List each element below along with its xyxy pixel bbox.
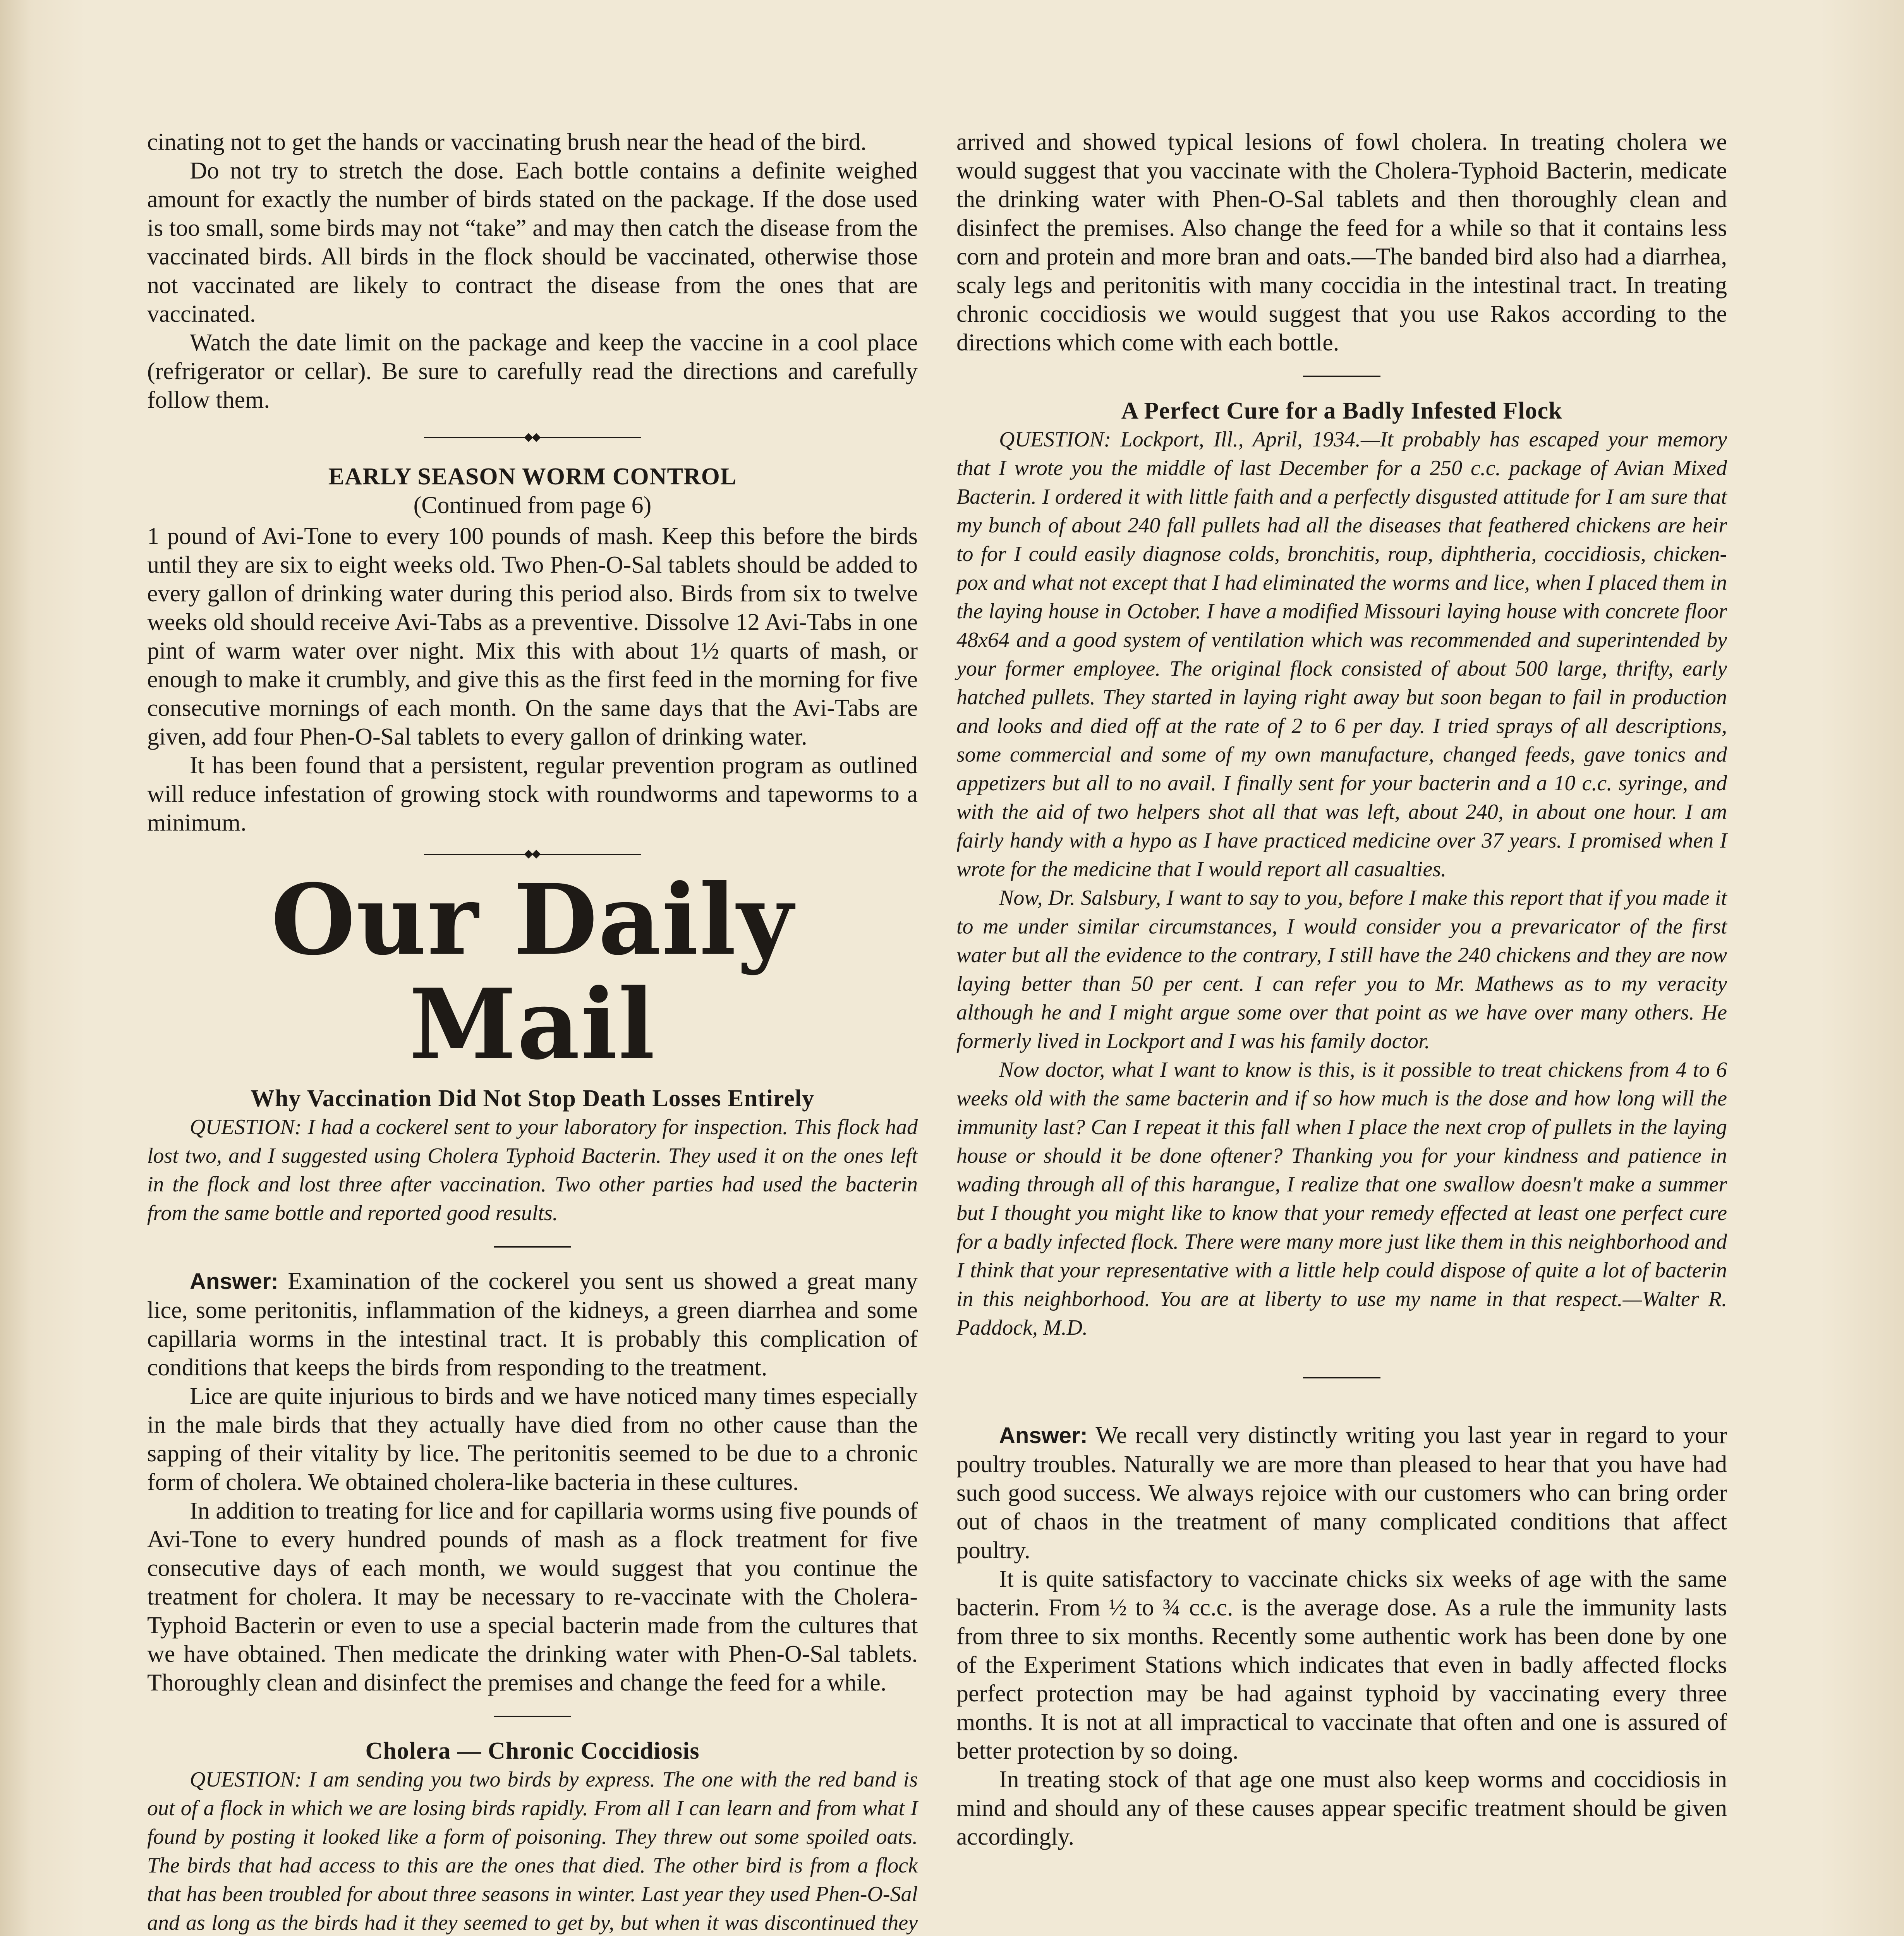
left-column [147, 128, 918, 1936]
right-column [956, 128, 1727, 1851]
short-rule [1303, 1377, 1380, 1378]
answer-label: Answer: [999, 1423, 1088, 1448]
cure-answer-paragraph-2: It is quite satisfactory to vaccinate chicks six weeks of age with the same bacterin. From ½ to ¾ cc.c. is the average dose. As a rule the immunity lasts from three to six months. Recently some authentic work has been done by one of the Experiment Stations which indicates that even in badly affected flocks perfect protection may be had against typhoid by vaccinating every three months. It is not at all impractical to vaccinate that often and one is assured of better protection by so doing. [956, 1566, 1727, 1764]
worm-control-paragraph-1: 1 pound of Avi-Tone to every 100 pounds of mash. Keep this before the birds until they are six to eight weeks old. Two Phen-O-Sal tablets should be added to every gallon of drinking water during this period also. Birds from six to twelve weeks old should receive Avi-Tabs as a preventive. Dissolve 12 Avi-Tabs in one pint of warm water over night. Mix this with about 1½ quarts of mash, or enough to make it crumbly, and give this as the first feed in the morning for five consecutive mornings of each month. On the same days that the Avi-Tabs are given, add four Phen-O-Sal tablets to every gallon of drinking water. [147, 523, 918, 750]
section-divider-ornament [424, 853, 641, 856]
worm-control-title: EARLY SEASON WORM CONTROL [328, 463, 737, 490]
cholera-article-title: Cholera — Chronic Coccidiosis [365, 1738, 700, 1764]
vaccination-article-title: Why Vaccination Did Not Stop Death Losses Entirely [250, 1085, 815, 1112]
intro-paragraph-1: cinating not to get the hands or vaccinating brush near the head of the bird. [147, 129, 867, 155]
cure-question-paragraph-2: Now, Dr. Salsbury, I want to say to you, before I make this report that if you made it to me under similar circumstances, I would consider you a prevaricator of the first water but all the evidence to the contrary, I still have the 240 chickens and they are now laying better than 50 per cent. I can refer you to Mr. Mathews as to my veracity although he and I might argue some over that point as we have over many others. He formerly lived in Lockport and I was his family doctor. [956, 886, 1727, 1053]
cholera-question: QUESTION: I am sending you two birds by express. The one with the red band is out of a flock in which we are losing birds rapidly. From all I can learn and from what I found by posting it looked like a form of poisoning. They threw out some spoiled oats. The birds that had access to this are the ones that died. The other bird is from a flock that has been troubled for about three seasons in winter. Last year they used Phen-O-Sal and as long as the birds had it they seemed to get by, but when it was discontinued they [147, 1768, 918, 1935]
masthead-our-daily-mail: Our Daily Mail [271, 863, 794, 1081]
vaccination-answer-paragraph-2: Lice are quite injurious to birds and we have noticed many times especially in the male birds that they actually have died from no other cause than the sapping of their vitality by lice. The peritonitis seemed to be due to a chronic form of cholera. We obtained cholera-like bacteria in these cultures. [147, 1383, 918, 1495]
cholera-answer-continued: arrived and showed typical lesions of fowl cholera. In treating cholera we would suggest that you vaccinate with the Cholera-Typhoid Bacterin, medicate the drinking water with Phen-O-Sal tablets and then thoroughly clean and disinfect the premises. Also change the feed for a while so that it contains less corn and protein and more bran and oats.—The banded bird also had a diarrhea, scaly legs and peritonitis with many coccidia in the intestinal tract. In treating chronic coccidiosis we would suggest that you use Rakos according to the directions which come with each bottle. [956, 129, 1727, 356]
vaccination-answer-paragraph-3: In addition to treating for lice and for capillaria worms using five pounds of Avi-Tone to every hundred pounds of mash as a flock treatment for five consecutive days of each month, we would suggest that you continue the treatment for cholera. It may be necessary to re-vaccinate with the Cholera-Typhoid Bacterin or even to use a special bacterin made from the cultures that we have obtained. Then medicate the drinking water with Phen-O-Sal tablets. Thoroughly clean and disinfect the premises and change the feed for a while. [147, 1498, 918, 1696]
vaccination-question: QUESTION: I had a cockerel sent to your laboratory for inspection. This flock had lost two, and I suggested using Cholera Typhoid Bacterin. They used it on the ones left in the flock and lost three after vaccination. Two other parties had used the bacterin from the same bottle and reported good results. [147, 1115, 918, 1225]
worm-control-paragraph-2: It has been found that a persistent, regular prevention program as outlined will reduce infestation of growing stock with roundworms and tapeworms to a minimum. [147, 752, 918, 836]
intro-paragraph-2: Do not try to stretch the dose. Each bottle contains a definite weighed amount for exactly the number of birds stated on the package. If the dose used is too small, some birds may not “take” and may then catch the disease from the vaccinated birds. All birds in the flock should be vaccinated, otherwise those not vaccinated are likely to contract the disease from the ones that are vaccinated. [147, 158, 918, 327]
cure-answer-paragraph-1: Answer: We recall very distinctly writing you last year in regard to your poultry troubles. Naturally we are more than pleased to hear that you have had such good success. We always rejoice with our customers who can bring order out of chaos in the treatment of many complicated conditions that affect poultry. [956, 1422, 1727, 1564]
vaccination-answer-paragraph-1: Answer: Examination of the cockerel you sent us showed a great many lice, some peritonitis, inflammation of the kidneys, a green diarrhea and some capillaria worms in the intestinal tract. It is probably this complication of conditions that keeps the birds from responding to the treatment. [147, 1268, 918, 1381]
section-divider-ornament [424, 436, 641, 439]
cure-question-paragraph-3: Now doctor, what I want to know is this, is it possible to treat chickens from 4 to 6 weeks old with the same bacterin and if so how much is the dose and how long will the immunity last? Can I repeat it this fall when I place the next crop of pullets in the laying house or should it be done oftener? Thanking you for your kindness and patience in wading through all of this harangue, I realize that one swallow doesn't make a summer but I thought you might like to know that your remedy effected at least one perfect cure for a badly infected flock. There were many more just like them in this neighborhood and I think that your representative with a little help could dispose of quite a lot of bacterin in this neighborhood. You are at liberty to use my name in that respect.—Walter R. Paddock, M.D. [956, 1058, 1727, 1340]
cure-question-paragraph-1: QUESTION: Lockport, Ill., April, 1934.—It probably has escaped your memory that I wrote you the middle of last December for a 250 c.c. package of Avian Mixed Bacterin. I ordered it with little faith and a perfectly disgusted attitude for I am sure that my bunch of about 240 fall pullets had all the diseases that feathered chickens are heir to for I could easily diagnose colds, bronchitis, roup, diphtheria, coccidiosis, chicken-pox and what not except that I had eliminated the worms and lice, when I placed them in the laying house in October. I have a modified Missouri laying house with concrete floor 48x64 and a good system of ventilation which was recommended and superintended by your former employee. The original flock consisted of about 500 large, thrifty, early hatched pullets. They started in laying right away but soon began to fail in production and looks and died off at the rate of 2 to 6 per day. I tried sprays of all descriptions, some commercial and some of my own manufacture, changed feeds, gave tonics and appetizers but all to no avail. I finally sent for your bacterin and a 10 c.c. syringe, and with the aid of two helpers shot all that was left, about 240, in about one hour. I am fairly handy with a hypo as I have practiced medicine over 37 years. I promised when I wrote for the medicine that I would report all casualties. [956, 427, 1727, 881]
short-rule [1303, 376, 1380, 377]
worm-control-subtitle: (Continued from page 6) [413, 492, 652, 518]
cure-article-title: A Perfect Cure for a Badly Infested Flock [1121, 398, 1562, 424]
cure-answer-paragraph-3: In treating stock of that age one must also keep worms and coccidiosis in mind and should any of these causes appear specific treatment should be given accordingly. [956, 1766, 1727, 1850]
short-rule [494, 1716, 571, 1717]
short-rule [494, 1246, 571, 1248]
answer-label: Answer: [190, 1269, 278, 1294]
intro-paragraph-3: Watch the date limit on the package and keep the vaccine in a cool place (refrigerator or cellar). Be sure to carefully read the directions and carefully follow them. [147, 330, 918, 413]
